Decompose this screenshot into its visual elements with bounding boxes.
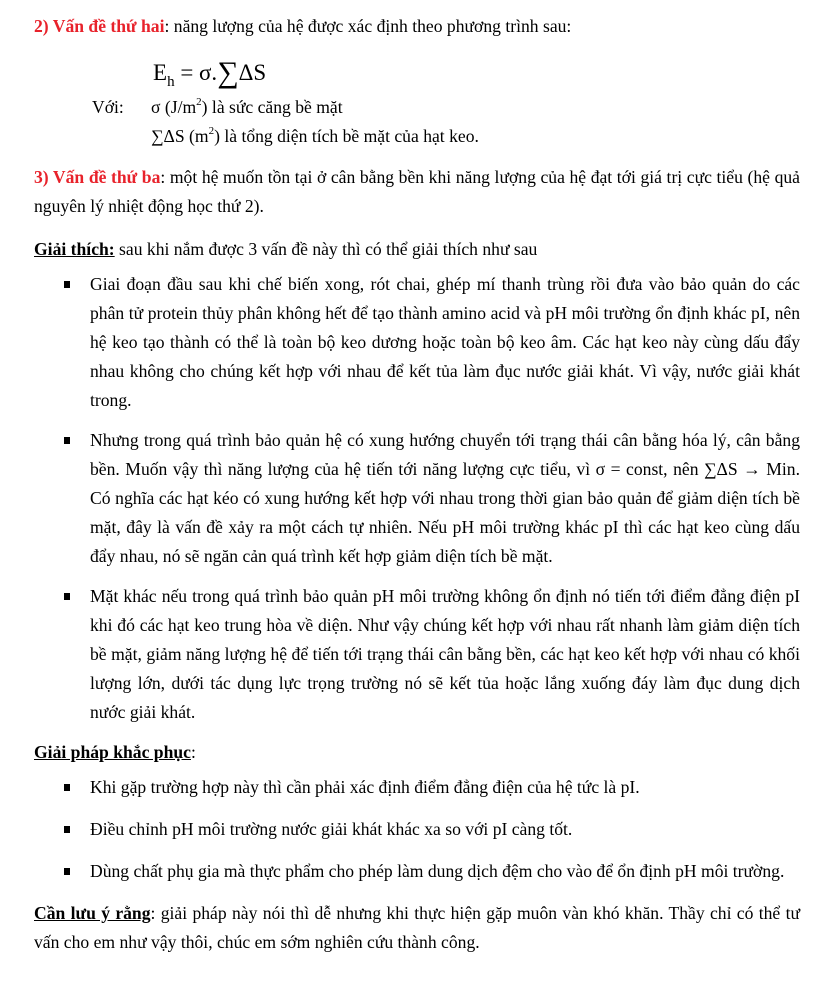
square-bullet-icon (64, 826, 70, 833)
variable-sigma-sup: 2 (196, 96, 202, 109)
explanation-list (34, 270, 800, 727)
variable-row-sigma (34, 93, 800, 122)
list-item (34, 426, 800, 571)
note-text: : giải pháp này nói thì dễ nhưng khi thực hiện gặp muôn vàn khó khăn. Thầy chỉ có thể tư vấn cho em như vậy thôi, chúc em sớm nghiên cứu thành công. (34, 903, 800, 952)
document-page (34, 12, 800, 957)
list-item-text: Điều chỉnh pH môi trường nước giải khát khác xa so với pI càng tốt. (90, 819, 573, 839)
variable-sigma-meaning: ) là sức căng bề mặt (201, 97, 343, 117)
variable-sigma-description (151, 93, 343, 122)
list-item (34, 270, 800, 415)
list-item (34, 857, 800, 886)
issue-2-paragraph (34, 12, 800, 41)
issue-3-paragraph (34, 163, 800, 221)
formula-variables (34, 93, 800, 151)
formula-term: ΔS (238, 60, 267, 85)
solution-text: : (190, 742, 196, 762)
square-bullet-icon (64, 868, 70, 875)
formula-lhs: E (153, 60, 168, 85)
square-bullet-icon (64, 593, 70, 600)
issue-2-text: : năng lượng của hệ được xác định theo phương trình sau: (164, 16, 572, 36)
list-item (34, 773, 800, 802)
explanation-paragraph (34, 235, 800, 264)
square-bullet-icon (64, 281, 70, 288)
formula-lhs-subscript: h (167, 74, 175, 90)
explanation-heading: Giải thích: (34, 239, 115, 259)
list-item-text: Mặt khác nếu trong quá trình bảo quản pH môi trường không ổn định nó tiến tới điểm đẳng điện pI khi đó các hạt keo trung hòa về diện. Như vậy chúng kết hợp với nhau rất nhanh làm giảm diện tích bề mặt, giảm năng lượng hệ để tiến tới trạng thái cân bằng bền, các hạt keo kết hợp với nhau có khối lượng lớn, dưới tác dụng lực trọng trường nó sẽ kết tủa hoặc lắng xuống đáy làm đục dung dịch nước giải khát. (90, 586, 800, 722)
solution-paragraph (34, 738, 800, 767)
issue-3-heading: 3) Vấn đề thứ ba (34, 167, 161, 187)
variable-row-area (151, 122, 800, 151)
solution-heading: Giải pháp khắc phục (34, 742, 191, 762)
issue-3-text: : một hệ muốn tồn tại ở cân bằng bền khi năng lượng của hệ đạt tới giá trị cực tiểu (hệ quả nguyên lý nhiệt động học thứ 2). (34, 167, 800, 216)
list-item (34, 582, 800, 727)
list-item-text: Nhưng trong quá trình bảo quản hệ có xung hướng chuyển tới trạng thái cân bằng hóa lý, cân bằng bền. Muốn vậy thì năng lượng của hệ tiến tới năng lượng cực tiểu, vì σ = const, nên ∑ΔS → Min. Có nghĩa các hạt kéo có xung hướng kết hợp với nhau trong thời gian bảo quản để giảm diện tích bề mặt, đây là vấn đề xảy ra một cách tự nhiên. Nếu pH môi trường khác pI thì các hạt keo cùng dấu đẩy nhau, nó sẽ ngăn cản quá trình kết hợp giảm diện tích bề mặt. (90, 430, 800, 566)
list-item (34, 815, 800, 844)
square-bullet-icon (64, 784, 70, 791)
list-item-text: Giai đoạn đầu sau khi chế biến xong, rót chai, ghép mí thanh trùng rồi đưa vào bảo quản do các phân tử protein thủy phân không hết để tạo thành amino acid và pH môi trường ổn định khác pI, nên hệ keo tạo thành có thể là toàn bộ keo dương hoặc toàn bộ keo âm. Các hạt keo này cùng dấu đẩy nhau không cho chúng kết hợp với nhau để kết tủa làm đục nước giải khát. Vì vậy, nước giải khát trong. (90, 274, 800, 410)
list-item-text: Dùng chất phụ gia mà thực phẩm cho phép làm dung dịch đệm cho vào để ổn định pH môi trường. (90, 861, 785, 881)
variable-area-unit: ∑ΔS (m (151, 126, 209, 146)
note-heading: Cần lưu ý rằng (34, 903, 151, 923)
list-item-text: Khi gặp trường hợp này thì cần phải xác định điểm đẳng điện của hệ tức là pI. (90, 777, 640, 797)
variable-area-sup: 2 (208, 125, 215, 138)
explanation-text: sau khi nắm được 3 vấn đề này thì có thể giải thích như sau (114, 239, 538, 259)
note-paragraph (34, 899, 800, 957)
formula-sum-symbol: ∑ (217, 56, 239, 89)
formula-rhs: = σ. (174, 60, 218, 85)
solution-list (34, 773, 800, 886)
energy-formula (153, 53, 800, 89)
issue-2-heading: 2) Vấn đề thứ hai (34, 16, 165, 36)
variable-sigma-unit: σ (J/m (151, 97, 197, 117)
square-bullet-icon (64, 437, 70, 444)
variables-label: Với: (92, 97, 124, 117)
variable-area-meaning: ) là tổng diện tích bề mặt của hạt keo. (214, 126, 479, 146)
